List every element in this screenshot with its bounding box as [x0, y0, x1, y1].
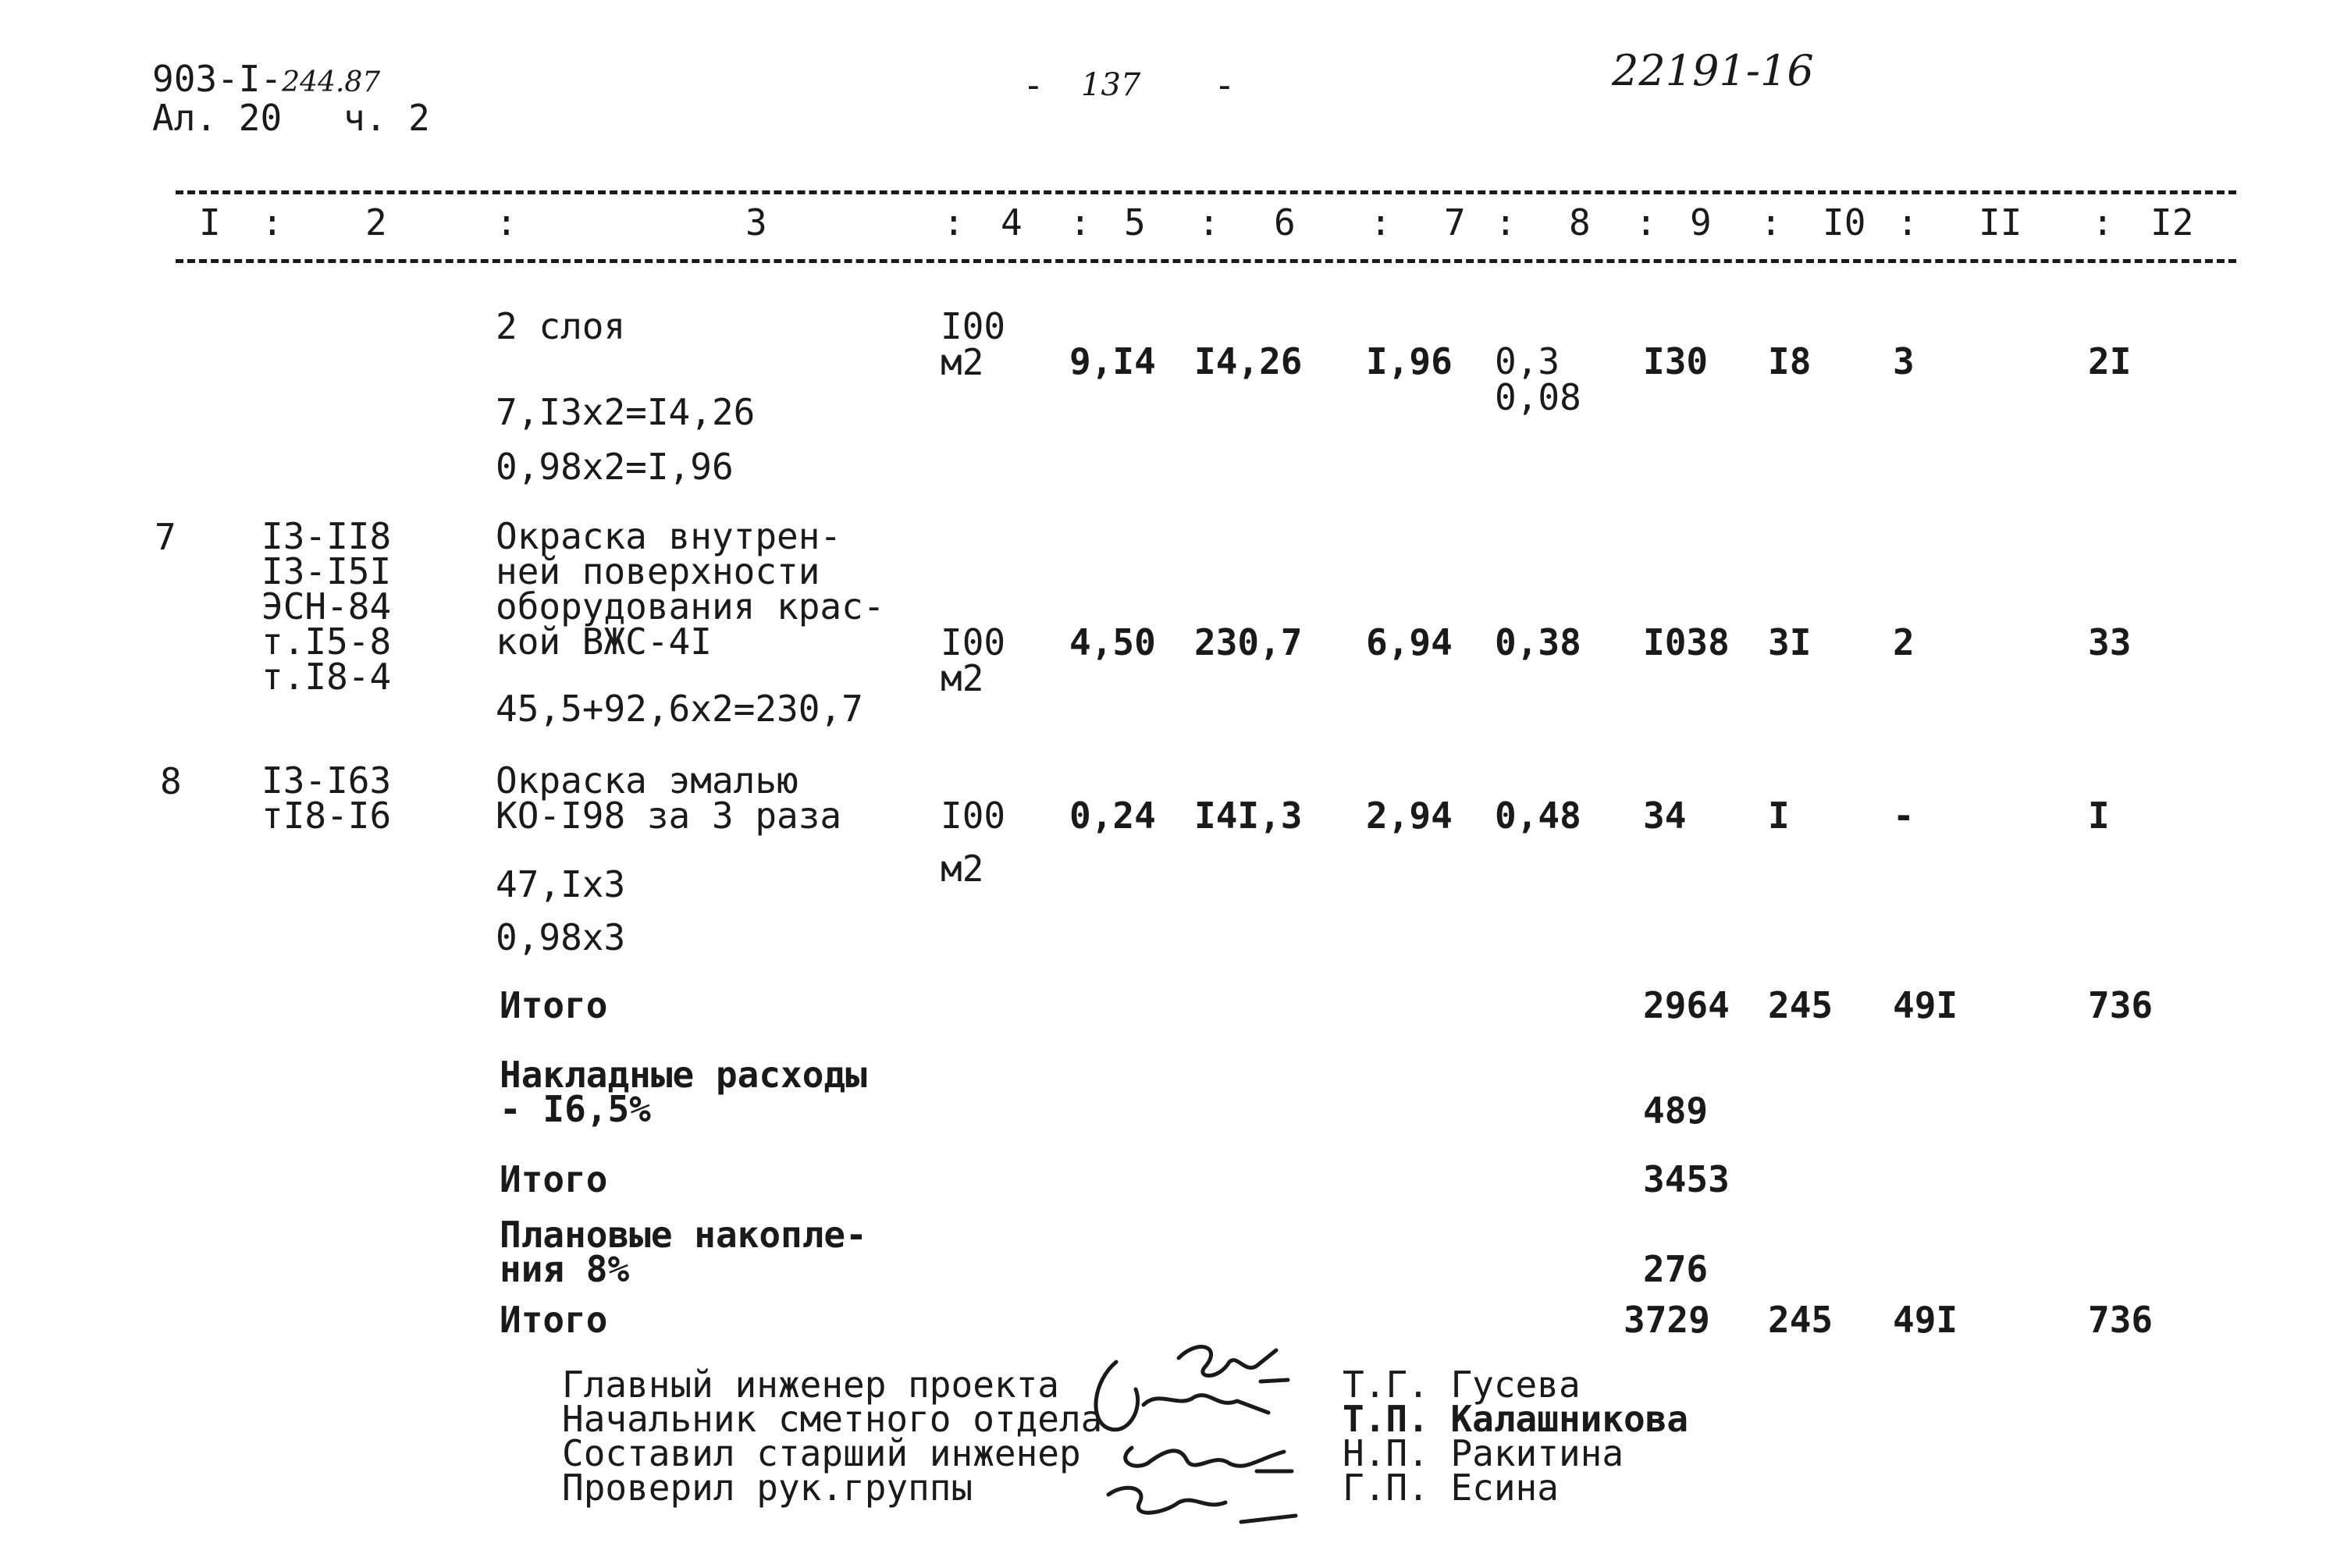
signature-stroke-1	[1179, 1347, 1288, 1381]
row-col6: I4I,3	[1194, 795, 1303, 837]
row-col8: 0,3 0,08	[1495, 340, 1581, 418]
signature-name: Г.П. Есина	[1343, 1467, 1559, 1509]
doc-code	[152, 58, 381, 101]
header-dash-top	[176, 190, 2236, 194]
row-col9: 34	[1643, 795, 1687, 837]
row-unit: I00 м2	[941, 305, 1006, 383]
row-code: I3-II8 I3-I5I ЭСН-84 т.I5-8 т.I8-4	[261, 515, 392, 698]
row-col7: 6,94	[1366, 621, 1453, 663]
row-col11: -	[1893, 795, 1915, 837]
col-sep: :	[1198, 201, 1220, 244]
totals-col11: 49I	[1893, 1299, 1958, 1341]
row-col5: 4,50	[1069, 621, 1156, 663]
row-col5: 0,24	[1069, 795, 1156, 837]
header-dash-bottom	[176, 259, 2236, 263]
totals-col12: 736	[2088, 984, 2154, 1026]
row-col6: I4,26	[1194, 340, 1303, 382]
totals-col10: 245	[1768, 1299, 1833, 1341]
totals-col11: 49I	[1893, 984, 1958, 1026]
col-sep: :	[1635, 201, 1657, 244]
row-number: 8	[160, 760, 182, 802]
col-sep: :	[496, 201, 518, 244]
col-num: I0	[1823, 201, 1866, 244]
row-col10: I8	[1768, 340, 1812, 382]
col-num: 3	[745, 201, 767, 244]
row-col12: I	[2088, 795, 2110, 837]
page-dash-right: -	[1214, 64, 1236, 106]
row-unit: I00 м2	[941, 621, 1006, 699]
row-number: 7	[155, 516, 176, 558]
handwritten-signatures	[1062, 1335, 1343, 1538]
col-sep: :	[1760, 201, 1782, 244]
signature-role: Начальник сметного отдела	[562, 1398, 1103, 1440]
totals-col12: 736	[2088, 1299, 2154, 1341]
totals-col9: 3453	[1643, 1158, 1730, 1200]
row-col9: I038	[1643, 621, 1730, 663]
totals-label: Итого	[500, 1158, 608, 1200]
doc-code-printed: 903-I-	[152, 58, 283, 100]
row-formula: 0,98x2=I,96	[496, 446, 734, 488]
row-code: I3-I63 тI8-I6	[261, 759, 392, 837]
album-number: Ал. 20	[152, 97, 283, 139]
row-col10: I	[1768, 795, 1790, 837]
row-col7: 2,94	[1366, 795, 1453, 837]
row-col5: 9,I4	[1069, 340, 1156, 382]
row-description: Окраска эмалью КО-I98 за 3 раза	[496, 759, 842, 837]
signature-name: Т.Г. Гусева	[1343, 1364, 1581, 1406]
signature-stroke-2	[1096, 1362, 1268, 1430]
totals-col9: 276	[1643, 1248, 1709, 1290]
row-col8: 0,48	[1495, 795, 1581, 837]
row-formula: 45,5+92,6x2=230,7	[496, 688, 863, 730]
col-num: 9	[1690, 201, 1712, 244]
doc-number: 22191-16	[1612, 46, 1814, 95]
part-number: ч. 2	[343, 97, 430, 139]
col-sep: :	[1897, 201, 1919, 244]
row-unit: I00	[941, 795, 1006, 837]
row-formula: 0,98x3	[496, 916, 626, 958]
col-sep: :	[1370, 201, 1392, 244]
row-formula: 47,Ix3	[496, 863, 626, 905]
col-num: 6	[1274, 201, 1296, 244]
row-col7: I,96	[1366, 340, 1453, 382]
row-col8: 0,38	[1495, 621, 1581, 663]
col-num: II	[1979, 201, 2022, 244]
col-num: 7	[1444, 201, 1466, 244]
totals-label: Накладные расходы - I6,5%	[500, 1054, 867, 1130]
row-col6: 230,7	[1194, 621, 1303, 663]
row-col12: 33	[2088, 621, 2132, 663]
col-sep: :	[1069, 201, 1091, 244]
totals-col9: 3729	[1624, 1299, 1710, 1341]
totals-col9: 489	[1643, 1090, 1709, 1132]
page-dash-left: -	[1023, 64, 1044, 106]
row-col9: I30	[1643, 340, 1709, 382]
col-num: 4	[1001, 201, 1023, 244]
totals-col10: 245	[1768, 984, 1833, 1026]
page-number: 137	[1081, 67, 1141, 103]
col-num: 8	[1569, 201, 1591, 244]
col-sep: :	[261, 201, 283, 244]
col-num: 2	[365, 201, 387, 244]
signature-stroke-3	[1126, 1448, 1292, 1471]
signature-name: Т.П. Калашникова	[1343, 1398, 1689, 1440]
totals-label: Итого	[500, 984, 608, 1026]
signature-role: Главный инженер проекта	[562, 1364, 1059, 1406]
doc-code-handwritten: 244.87	[282, 66, 381, 98]
col-sep: :	[1495, 201, 1517, 244]
row-col10: 3I	[1768, 621, 1812, 663]
signature-stroke-4	[1108, 1488, 1296, 1522]
row-col11: 3	[1893, 340, 1915, 382]
col-sep: :	[943, 201, 965, 244]
row-col12: 2I	[2088, 340, 2132, 382]
row-formula: 7,I3x2=I4,26	[496, 391, 756, 433]
signature-name: Н.П. Ракитина	[1343, 1432, 1624, 1474]
row-unit-m2: м2	[941, 848, 984, 890]
totals-label: Итого	[500, 1299, 608, 1341]
totals-col9: 2964	[1643, 984, 1730, 1026]
col-sep: :	[2092, 201, 2114, 244]
col-num: I	[199, 201, 221, 244]
row-col11: 2	[1893, 621, 1915, 663]
row-description: Окраска внутрен- ней поверхности оборудования крас- кой ВЖС-4I	[496, 515, 885, 663]
signature-role: Составил старший инженер	[562, 1432, 1081, 1474]
totals-label: Плановые накопле- ния 8%	[500, 1214, 867, 1290]
col-num: I2	[2150, 201, 2194, 244]
col-num: 5	[1124, 201, 1146, 244]
signature-role: Проверил рук.группы	[562, 1467, 973, 1509]
row-description: 2 слоя	[496, 305, 626, 347]
